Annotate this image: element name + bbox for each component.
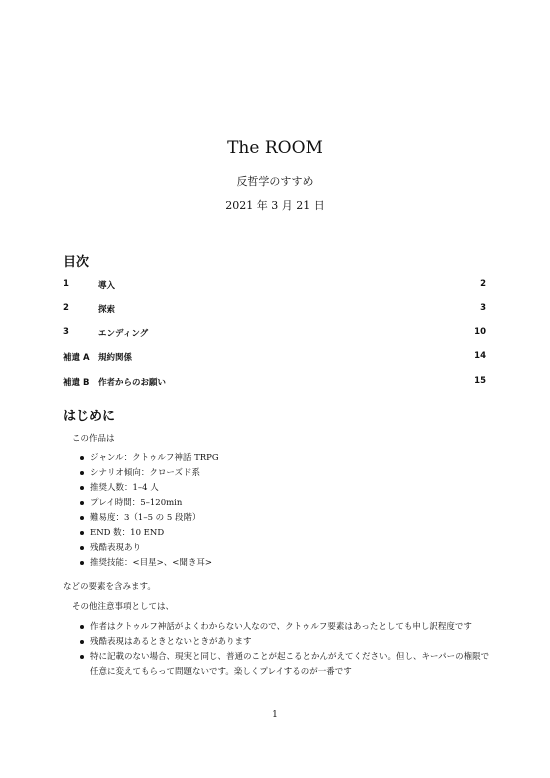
toc-entry[interactable]	[63, 351, 486, 365]
toc-entry-number: 補遺 B	[63, 378, 90, 388]
toc-entry-number: 1	[63, 279, 69, 289]
list-item: 推奨人数：1–4 人	[80, 481, 219, 496]
toc-entry-label: 導入	[98, 281, 116, 291]
intro-heading: はじめに	[63, 409, 116, 424]
list-item: 難易度：3（1–5 の 5 段階）	[80, 511, 219, 526]
list-item: 作者はクトゥルフ神話がよくわからない人なので、クトゥルフ要素はあったとしても申し訳程度です	[80, 620, 490, 635]
page-number: 1	[272, 710, 278, 720]
list-item: ジャンル：クトゥルフ神話 TRPG	[80, 451, 219, 466]
toc-entry-number: 3	[63, 327, 69, 337]
document-author: 反哲学のすすめ	[236, 175, 314, 188]
toc-entry-label: 規約関係	[98, 353, 133, 363]
toc-entry[interactable]	[63, 327, 486, 341]
list-item: 残酷表現あり	[80, 541, 219, 556]
toc-entry-page: 14	[474, 351, 486, 361]
notes-lead: その他注意事項としては、	[72, 602, 175, 612]
list-item: END 数：10 END	[80, 526, 219, 541]
toc-entry-page: 15	[474, 376, 486, 386]
toc-entry[interactable]	[63, 376, 486, 390]
notes-list	[80, 620, 490, 680]
toc-entry-page: 3	[480, 303, 486, 313]
list-item: プレイ時間：5–120min	[80, 496, 219, 511]
intro-lead: この作品は	[72, 434, 115, 444]
document-title: The ROOM	[227, 138, 323, 158]
toc-heading: 目次	[63, 255, 90, 270]
list-item: 推奨技能：<目星>、<聞き耳>	[80, 556, 219, 571]
toc-entry-label: エンディング	[98, 329, 149, 339]
toc-entry-number: 補遺 A	[63, 353, 90, 363]
list-item: シナリオ傾向：クローズド系	[80, 466, 219, 481]
toc-entry-number: 2	[63, 303, 69, 313]
toc-entry-page: 10	[474, 327, 486, 337]
toc-entry[interactable]	[63, 279, 486, 293]
toc-entry[interactable]	[63, 303, 486, 317]
document-date: 2021 年 3 月 21 日	[225, 199, 325, 212]
feature-list	[80, 451, 219, 571]
list-item: 残酷表現はあるときとないときがあります	[80, 635, 490, 650]
after-list-text: などの要素を含みます。	[63, 582, 156, 592]
toc-entry-page: 2	[480, 279, 486, 289]
list-item: 特に記載のない場合、現実と同じ、普通のことが起こるとかんがえてください。但し、キーパーの権限で任意に変えてもらって問題ないです。楽しくプレイするのが一番です	[80, 650, 490, 680]
toc-entry-label: 作者からのお願い	[98, 378, 167, 388]
toc-entry-label: 探索	[98, 305, 116, 315]
